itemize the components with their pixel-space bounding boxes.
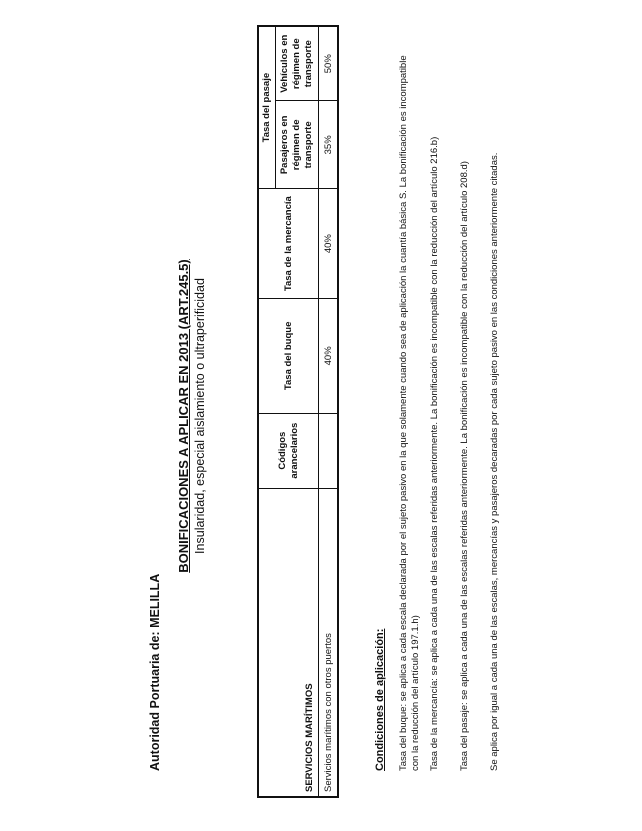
conditions-heading: Condiciones de aplicación: [374, 628, 386, 771]
cell-servicio: Servicios marítimos con otros puertos [319, 488, 339, 797]
cell-pasajeros: 35% [319, 101, 339, 189]
header-codigos: Códigos arancelarios [258, 413, 319, 488]
cell-vehiculos: 50% [319, 26, 339, 101]
header-servicios: SERVICIOS MARÍTIMOS [258, 488, 319, 797]
cell-tasa-mercancia: 40% [319, 189, 339, 299]
header-tasa-mercancia: Tasa de la mercancía [258, 189, 319, 299]
header-vehiculos: Vehículos en régimen de transporte [276, 26, 319, 101]
table-header-row [258, 26, 276, 797]
header-tasa-pasaje: Tasa del pasaje [258, 26, 276, 189]
bonificaciones-table [257, 25, 339, 798]
header-pasajeros: Pasajeros en régimen de transporte [276, 101, 319, 189]
condition-mercancia: Tasa de la mercancía: se aplica a cada una de las escalas referidas anteriormente. La bonificación es incompatible con la reducción del artículo 216.b) [429, 136, 440, 771]
header-tasa-buque: Tasa del buque [258, 299, 319, 414]
condition-general: Se aplica por igual a cada una de las escalas, mercancías y pasajeros decaradas por cada sujeto pasivo en las condiciones anteriormente citadas. [489, 152, 500, 771]
document-subtitle: Insularidad, especial aislamiento o ultraperificidad [193, 278, 207, 554]
document-title: BONIFICACIONES A APLICAR EN 2013 (ART.245.5) [176, 259, 191, 573]
table-row [319, 26, 339, 797]
condition-pasaje: Tasa del pasaje: se aplica a cada una de las escalas referidas anteriormente. La bonificación es incompatible con la reducción del artículo 208.d) [459, 161, 470, 771]
cell-codigos [319, 413, 339, 488]
condition-buque: Tasa del buque: se aplica a cada escala declarada por el sujeto pasivo en la que solamente cuando sea de aplicación la cuantía básica S. La bonificación es incompatible con la reducción del artículo 197.1.h) [398, 55, 421, 771]
cell-tasa-buque: 40% [319, 299, 339, 414]
port-heading: Autoridad Portuaria de: MELILLA [148, 573, 162, 771]
